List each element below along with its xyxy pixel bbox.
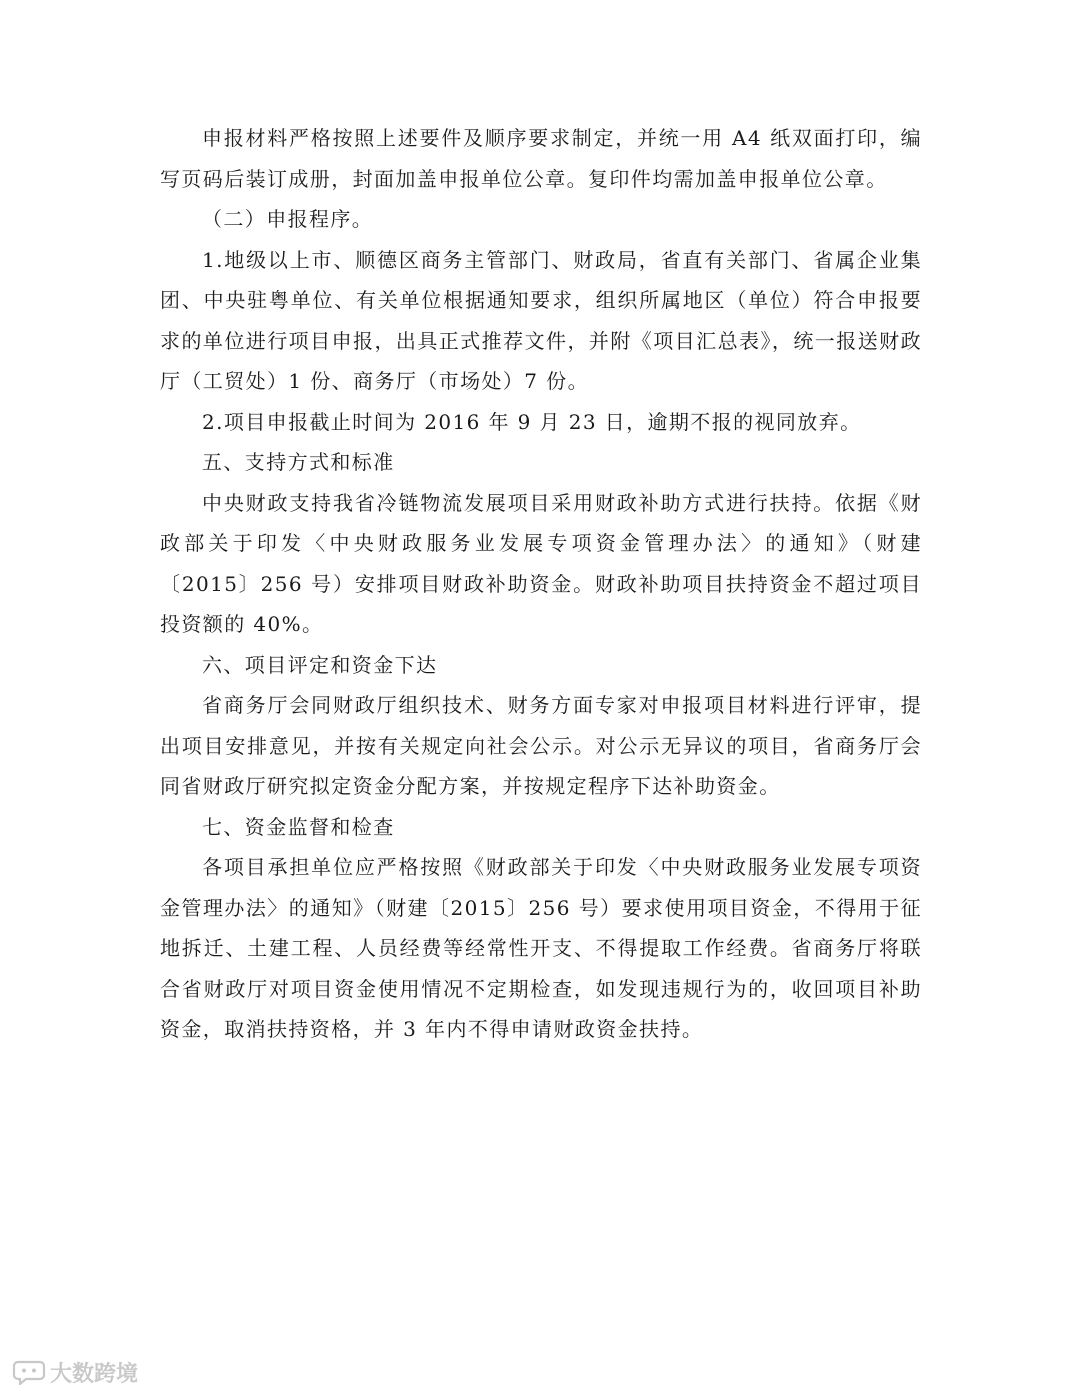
paragraph-materials-requirements: 申报材料严格按照上述要件及顺序要求制定，并统一用 A4 纸双面打印，编写页码后装订成册，封面加盖申报单位公章。复印件均需加盖申报单位公章。 bbox=[160, 126, 922, 191]
watermark-text: 大数跨境 bbox=[50, 1361, 139, 1387]
heading-application-procedure: （二）申报程序。 bbox=[202, 207, 374, 231]
paragraph-procedure-item-1: 1.地级以上市、顺德区商务主管部门、财政局，省直有关部门、省属企业集团、中央驻粤单位、有关单位根据通知要求，组织所属地区（单位）符合申报要求的单位进行项目申报，出具正式推荐文件，并附《项目汇总表》，统一报送财政厅（工贸处）1 份、商务厅（市场处）7 份。 bbox=[160, 247, 922, 393]
paragraph-evaluation-and-funding: 省商务厅会同财政厅组织技术、财务方面专家对申报项目材料进行评审，提出项目安排意见，并按有关规定向社会公示。对公示无异议的项目，省商务厅会同省财政厅研究拟定资金分配方案，并按规定程序下达补助资金。 bbox=[160, 693, 922, 798]
watermark bbox=[12, 1357, 138, 1387]
paragraph-support-method: 中央财政支持我省冷链物流发展项目采用财政补助方式进行扶持。依据《财政部关于印发〈中央财政服务业发展专项资金管理办法〉的通知》（财建〔2015〕256 号）安排项目财政补助资金。财政补助项目扶持资金不超过项目投资额的 40%。 bbox=[160, 490, 922, 636]
heading-support-method: 五、支持方式和标准 bbox=[202, 450, 395, 474]
paragraph-supervision-and-inspection: 各项目承担单位应严格按照《财政部关于印发〈中央财政服务业发展专项资金管理办法〉的通知》（财建〔2015〕256 号）要求使用项目资金，不得用于征地拆迁、土建工程、人员经费等经常性开支、不得提取工作经费。省商务厅将联合省财政厅对项目资金使用情况不定期检查，如发现违规行为的，收回项目补助资金，取消扶持资格，并 3 年内不得申请财政资金扶持。 bbox=[160, 855, 922, 1041]
document-body bbox=[160, 118, 922, 1050]
chat-bubble-logo-icon bbox=[12, 1359, 46, 1385]
heading-evaluation-and-funding: 六、项目评定和资金下达 bbox=[202, 652, 438, 677]
paragraph-procedure-item-2: 2.项目申报截止时间为 2016 年 9 月 23 日，逾期不报的视同放弃。 bbox=[202, 409, 862, 434]
heading-supervision-and-inspection: 七、资金监督和检查 bbox=[202, 814, 395, 839]
